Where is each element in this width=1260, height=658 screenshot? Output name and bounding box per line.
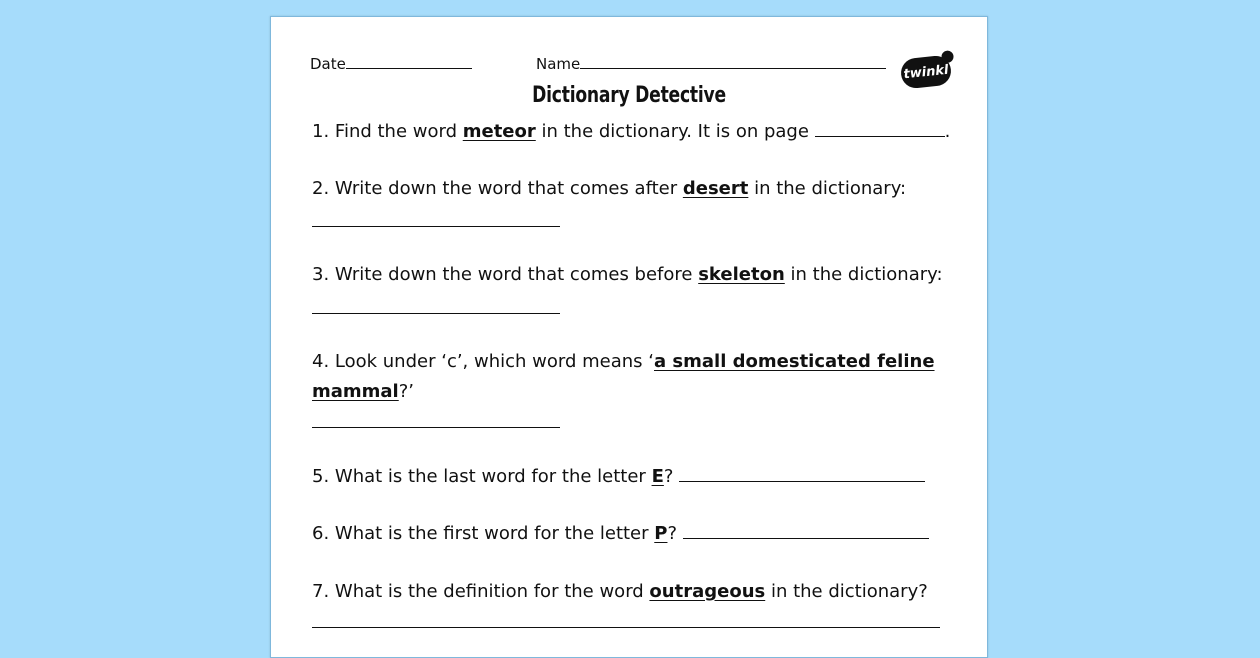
question-4-text: 4. Look under ‘c’, which word means ‘ <box>312 351 654 372</box>
question-3 <box>312 260 943 290</box>
question-4 <box>312 347 935 377</box>
question-6 <box>312 519 932 549</box>
keyword-desert: desert <box>682 178 749 199</box>
question-5-text-2: ? <box>663 466 680 487</box>
keyword-letter-p: P <box>654 523 668 544</box>
question-7-text: 7. What is the definition for the word <box>312 581 650 602</box>
question-2-text: 2. Write down the word that comes after <box>312 178 683 199</box>
question-7-text-2: in the dictionary? <box>765 581 928 602</box>
date-label: Date <box>310 55 346 73</box>
worksheet-page <box>270 16 988 658</box>
question-3-text-2: in the dictionary: <box>784 264 943 285</box>
date-field[interactable] <box>310 55 472 73</box>
question-6-text-2: ? <box>667 523 683 544</box>
keyword-feline: a small domesticated feline <box>654 351 935 372</box>
question-1-text: 1. Find the word <box>312 121 463 142</box>
answer-line-4[interactable] <box>312 427 560 428</box>
answer-line-3[interactable] <box>312 313 560 314</box>
keyword-meteor: meteor <box>462 121 536 142</box>
question-7 <box>312 577 932 607</box>
answer-blank-6[interactable] <box>683 538 929 539</box>
answer-line-2[interactable] <box>312 226 560 227</box>
question-6-text: 6. What is the first word for the letter <box>312 523 655 544</box>
question-2 <box>312 174 932 204</box>
question-5 <box>312 462 932 492</box>
keyword-letter-e: E <box>651 466 664 487</box>
name-blank[interactable] <box>580 68 886 69</box>
date-blank[interactable] <box>346 68 472 69</box>
question-1-text-2: in the dictionary. It is on page <box>535 121 815 142</box>
question-5-text: 5. What is the last word for the letter <box>312 466 652 487</box>
keyword-mammal: mammal <box>312 381 399 402</box>
name-field[interactable] <box>536 55 886 73</box>
answer-blank-5[interactable] <box>679 481 925 482</box>
logo-text: twinkl <box>902 62 950 82</box>
keyword-skeleton: skeleton <box>698 264 785 285</box>
question-3-text: 3. Write down the word that comes before <box>312 264 699 285</box>
question-4-line-2 <box>312 377 932 407</box>
name-label: Name <box>536 55 581 73</box>
question-4-end: ?’ <box>398 381 415 402</box>
keyword-outrageous: outrageous <box>649 581 766 602</box>
page-title: Dictionary Detective <box>532 83 726 108</box>
question-1-end: . <box>944 121 951 142</box>
question-1 <box>312 117 951 147</box>
question-2-text-2: in the dictionary: <box>748 178 907 199</box>
answer-blank-1[interactable] <box>815 136 945 137</box>
answer-line-7[interactable] <box>312 627 940 628</box>
